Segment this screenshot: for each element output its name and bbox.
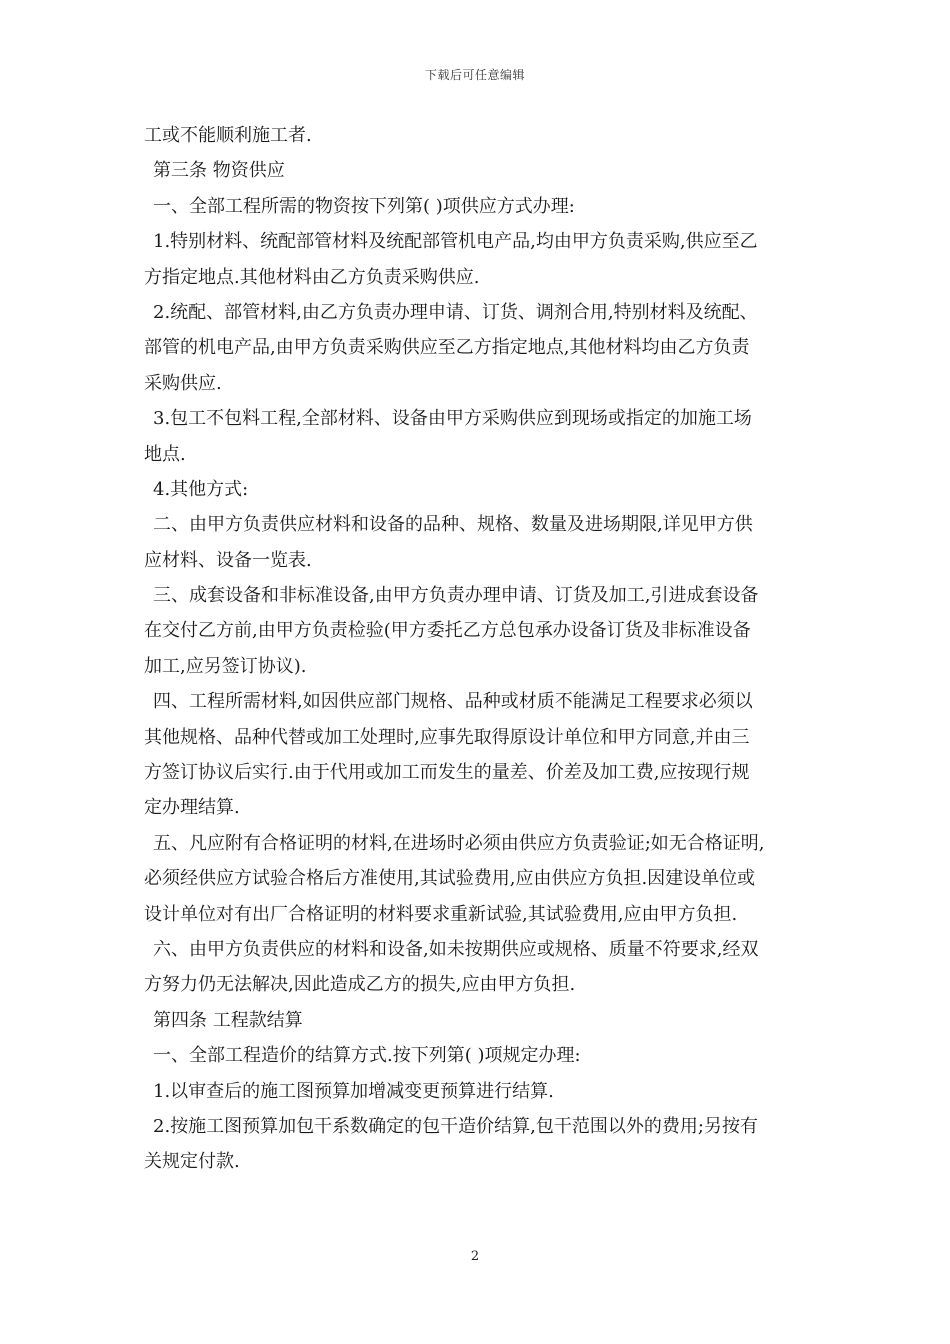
text-line: 二、由甲方负责供应材料和设备的品种、规格、数量及进场期限,详见甲方供	[153, 514, 753, 536]
text-line: 第四条 工程款结算	[153, 1009, 303, 1031]
page-number: 2	[470, 1249, 480, 1264]
text-line: 六、由甲方负责供应的材料和设备,如未按期供应或规格、质量不符要求,经双	[153, 938, 759, 960]
text-line: 其他规格、品种代替或加工处理时,应事先取得原设计单位和甲方同意,并由三	[144, 726, 750, 748]
text-line: 2.统配、部管材料,由乙方负责办理申请、订货、调剂合用,特别材料及统配、	[153, 301, 758, 323]
text-line: 四、工程所需材料,如因供应部门规格、品种或材质不能满足工程要求必须以	[153, 691, 753, 713]
text-line: 定办理结算.	[144, 797, 240, 819]
text-line: 方签订协议后实行.由于代用或加工而发生的量差、价差及加工费,应按现行规	[144, 762, 750, 784]
text-line: 2.按施工图预算加包干系数确定的包干造价结算,包干范围以外的费用;另按有	[153, 1115, 758, 1137]
text-line: 加工,应另签订协议).	[144, 655, 307, 677]
text-line: 一、全部工程所需的物资按下列第( )项供应方式办理:	[153, 195, 575, 217]
text-line: 应材料、设备一览表.	[144, 549, 312, 571]
text-line: 3.包工不包料工程,全部材料、设备由甲方采购供应到现场或指定的加施工场	[153, 408, 752, 430]
text-line: 部管的机电产品,由甲方负责采购供应至乙方指定地点,其他材料均由乙方负责	[144, 337, 750, 359]
text-line: 采购供应.	[144, 372, 222, 394]
text-line: 4.其他方式:	[153, 478, 249, 500]
text-line: 1.以审查后的施工图预算加增减变更预算进行结算.	[153, 1080, 554, 1102]
document-body	[144, 118, 816, 1180]
text-line: 设计单位对有出厂合格证明的材料要求重新试验,其试验费用,应由甲方负担.	[144, 903, 738, 925]
text-line: 地点.	[144, 443, 186, 465]
text-line: 1.特别材料、统配部管材料及统配部管机电产品,均由甲方负责采购,供应至乙	[153, 231, 758, 253]
text-line: 方指定地点.其他材料由乙方负责采购供应.	[144, 266, 480, 288]
text-line: 五、凡应附有合格证明的材料,在进场时必须由供应方负责验证;如无合格证明,	[153, 832, 765, 854]
text-line: 三、成套设备和非标准设备,由甲方负责办理申请、订货及加工,引进成套设备	[153, 585, 759, 607]
text-line: 必须经供应方试验合格后方准使用,其试验费用,应由供应方负担.因建设单位或	[144, 868, 756, 890]
text-line: 工或不能顺利施工者.	[144, 125, 312, 146]
page-header: 下载后可任意编辑	[424, 68, 525, 82]
text-line: 第三条 物资供应	[153, 160, 285, 182]
text-line: 关规定付款.	[144, 1151, 240, 1173]
text-line: 方努力仍无法解决,因此造成乙方的损失,应由甲方负担.	[144, 974, 576, 996]
text-line: 一、全部工程造价的结算方式.按下列第( )项规定办理:	[153, 1045, 581, 1067]
text-line: 在交付乙方前,由甲方负责检验(甲方委托乙方总包承办设备订货及非标准设备	[144, 620, 751, 642]
